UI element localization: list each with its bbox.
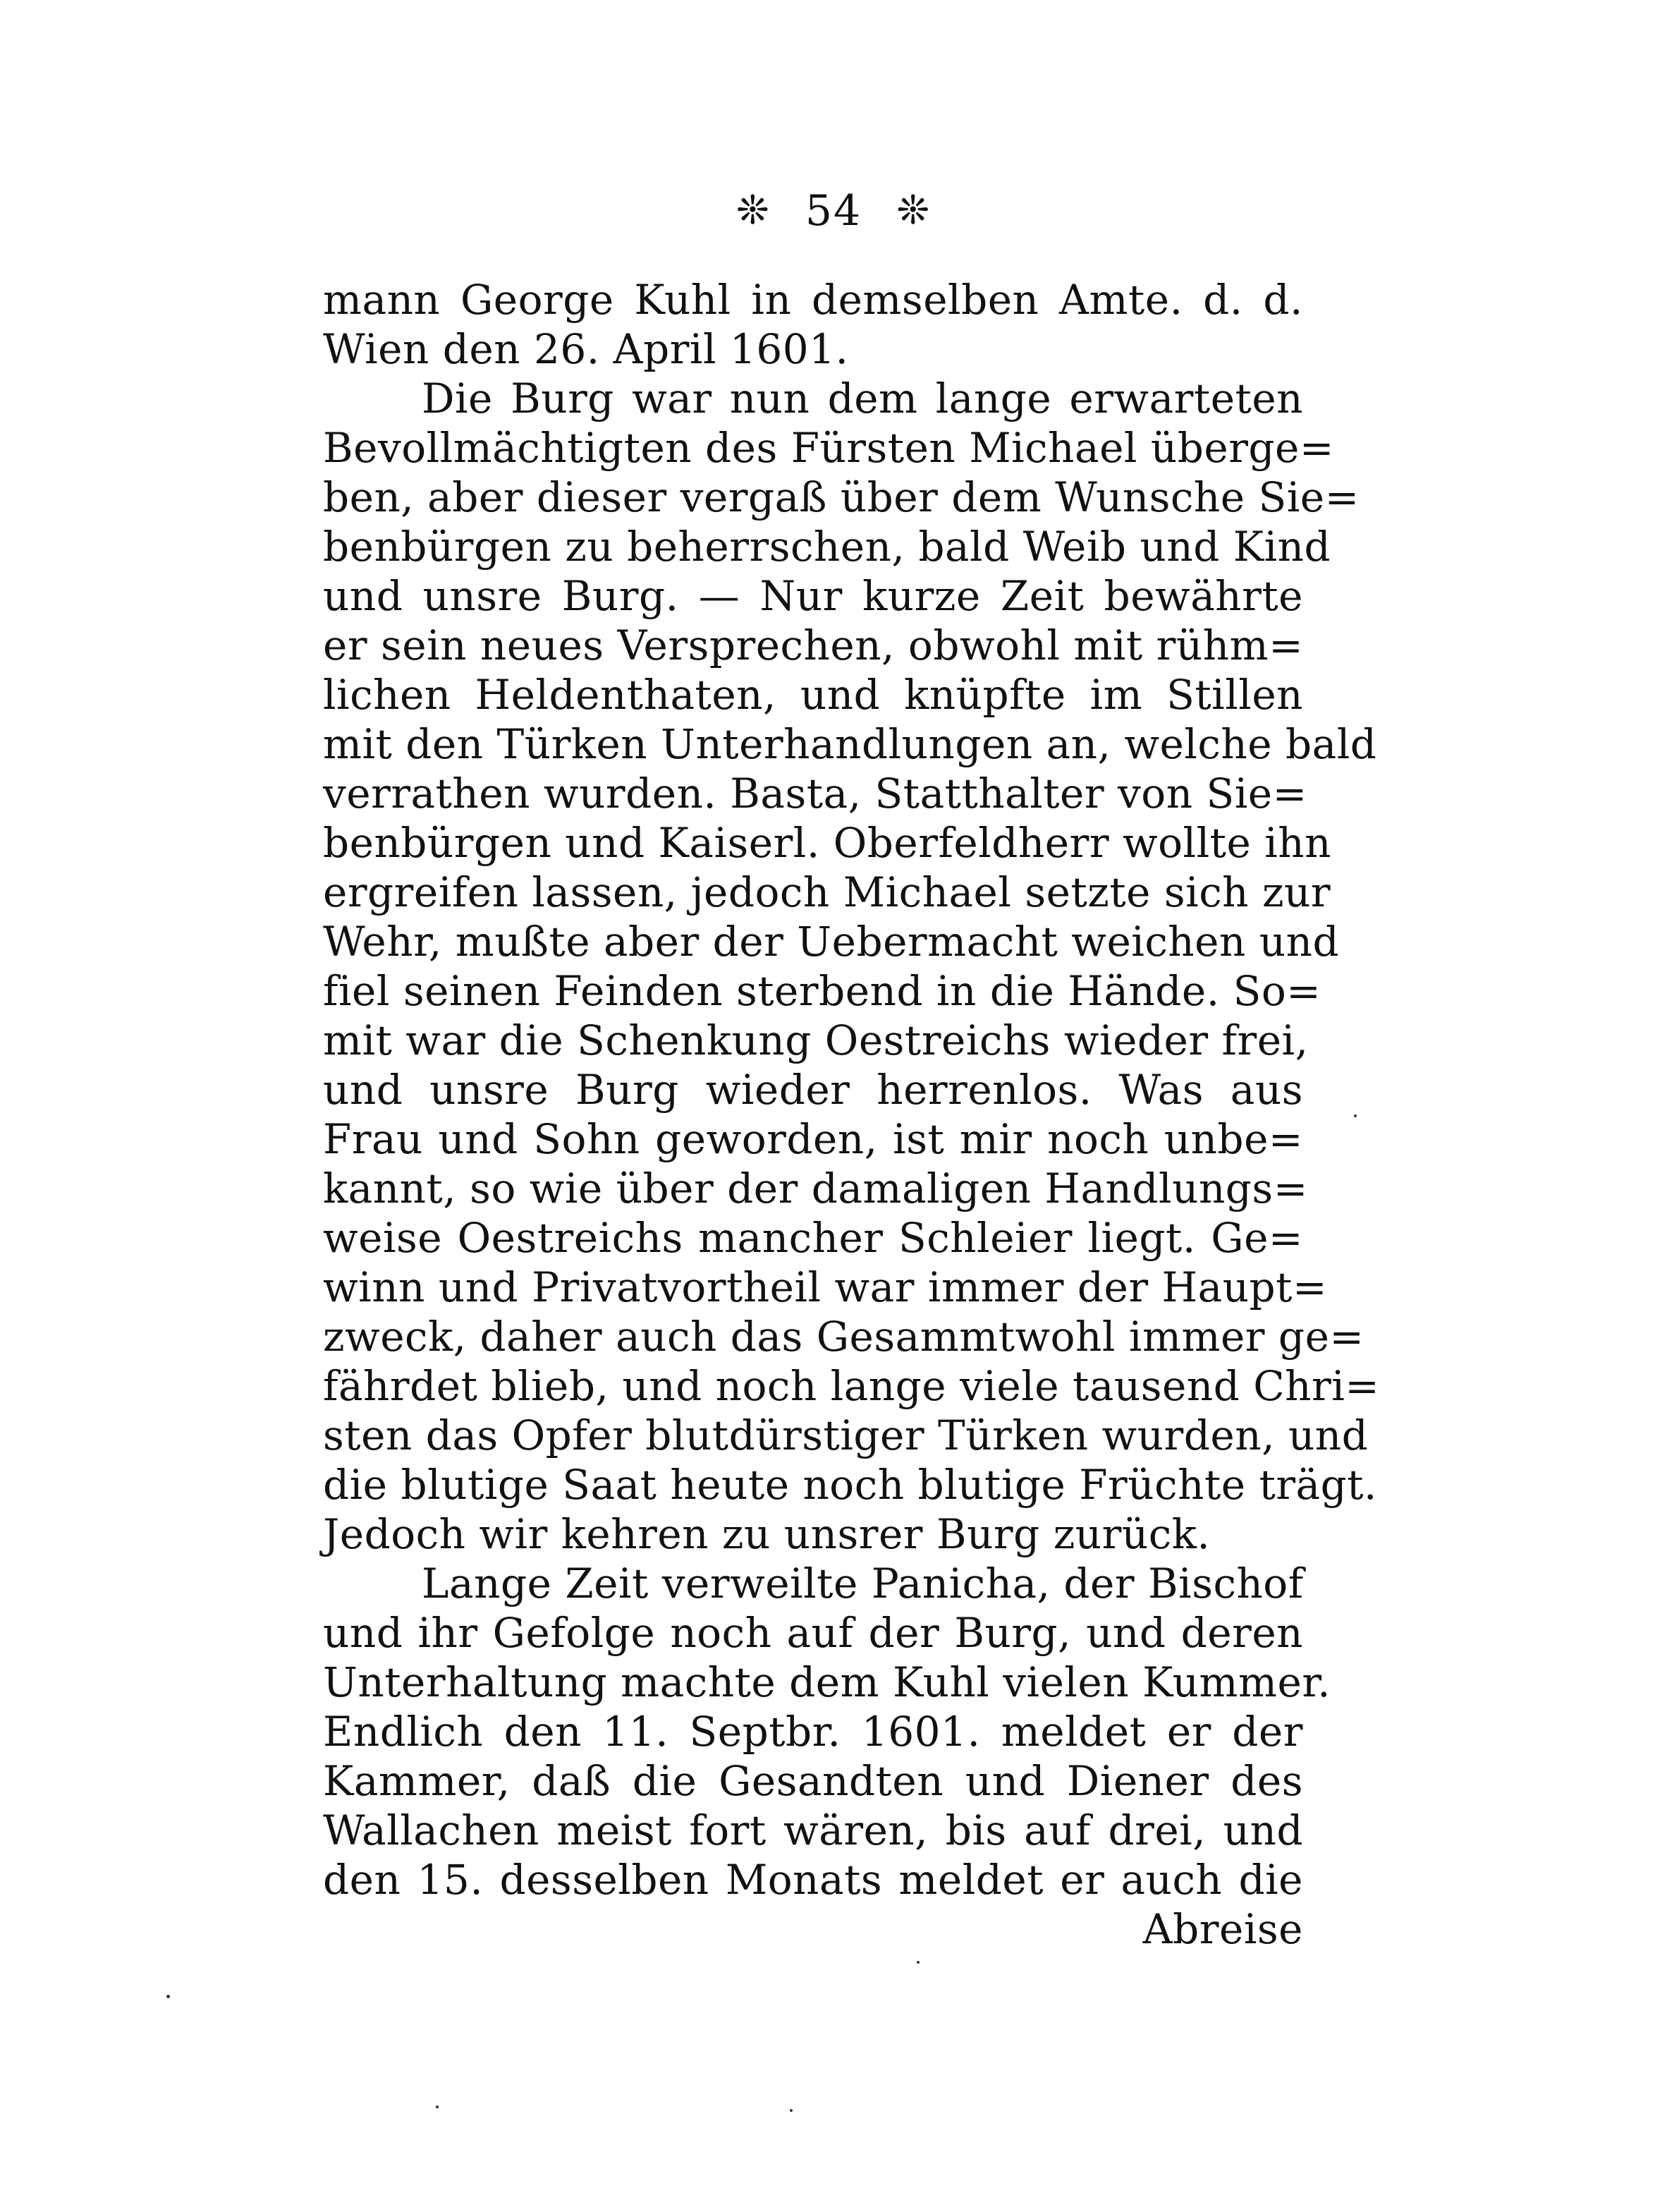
text-line: sten das Opfer blutdürstiger Türken wurden, und	[323, 1411, 1369, 1459]
ornament-right-icon: ❊	[896, 188, 932, 234]
text-line: lichen Heldenthaten, und knüpfte im Stillen	[323, 671, 1303, 719]
text-line: Wien den 26. April 1601.	[323, 325, 849, 373]
text-line: fiel seinen Feinden sterbend in die Hände. So=	[323, 967, 1321, 1015]
scan-speck	[917, 1961, 920, 1964]
text-line: Jedoch wir kehren zu unsrer Burg zurück.	[323, 1510, 1211, 1558]
text-line: mit den Türken Unterhandlungen an, welche bald	[323, 720, 1377, 768]
scan-speck	[1354, 1114, 1357, 1117]
text-line: winn und Privatvortheil war immer der Haupt=	[323, 1263, 1328, 1311]
text-line: fährdet blieb, und noch lange viele tausend Chri=	[323, 1362, 1380, 1410]
text-line: Endlich den 11. Septbr. 1601. meldet er der	[323, 1708, 1303, 1756]
text-line: Die Burg war nun dem lange erwarteten	[422, 375, 1303, 423]
text-line: ergreifen lassen, jedoch Michael setzte sich zur	[323, 868, 1331, 916]
text-line: ben, aber dieser vergaß über dem Wunsche Sie=	[323, 473, 1360, 521]
text-line: weise Oestreichs mancher Schleier liegt. Ge=	[323, 1214, 1303, 1262]
text-line: kannt, so wie über der damaligen Handlungs=	[323, 1165, 1308, 1213]
text-line: Wehr, mußte aber der Uebermacht weichen und	[323, 918, 1340, 966]
text-line: er sein neues Versprechen, obwohl mit rühm=	[323, 621, 1304, 669]
catchword: Abreise	[1142, 1905, 1303, 1953]
text-line: Unterhaltung machte dem Kuhl vielen Kummer.	[323, 1658, 1331, 1706]
text-line: benbürgen zu beherrschen, bald Weib und Kind	[323, 523, 1331, 571]
scan-speck	[436, 2105, 439, 2108]
text-line: verrathen wurden. Basta, Statthalter von Sie=	[323, 770, 1307, 818]
text-line: Kammer, daß die Gesandten und Diener des	[323, 1757, 1303, 1805]
text-line: Bevollmächtigten des Fürsten Michael überge=	[323, 424, 1334, 472]
scan-speck	[166, 1995, 170, 1998]
text-line: mit war die Schenkung Oestreichs wieder frei,	[323, 1016, 1309, 1064]
ornament-left-icon: ❊	[735, 188, 771, 234]
text-line: und ihr Gefolge noch auf der Burg, und deren	[323, 1609, 1303, 1657]
page-header	[0, 180, 1667, 239]
text-line: mann George Kuhl in demselben Amte. d. d.	[323, 276, 1303, 324]
text-line: Frau und Sohn geworden, ist mir noch unbe=	[323, 1115, 1303, 1163]
text-line: den 15. desselben Monats meldet er auch die	[323, 1856, 1303, 1904]
text-line: die blutige Saat heute noch blutige Früchte trägt.	[323, 1461, 1377, 1509]
text-line: und unsre Burg wieder herrenlos. Was aus	[323, 1066, 1303, 1114]
body-text	[323, 275, 1380, 1954]
page-number: 54	[805, 186, 862, 236]
scan-speck	[790, 2109, 793, 2112]
text-line: Lange Zeit verweilte Panicha, der Bischof	[422, 1560, 1304, 1608]
text-line: und unsre Burg. — Nur kurze Zeit bewährte	[323, 572, 1303, 620]
text-line: benbürgen und Kaiserl. Oberfeldherr wollte ihn	[323, 819, 1331, 867]
text-line: zweck, daher auch das Gesammtwohl immer ge=	[323, 1313, 1364, 1361]
text-line: Wallachen meist fort wären, bis auf drei, und	[323, 1806, 1303, 1854]
